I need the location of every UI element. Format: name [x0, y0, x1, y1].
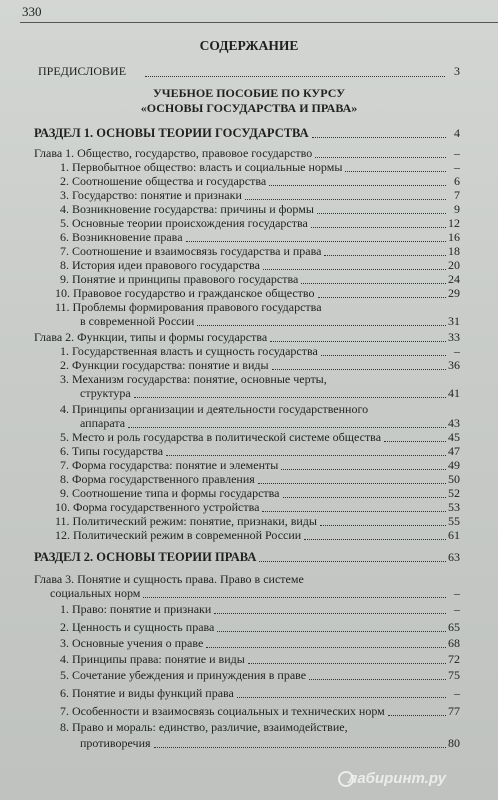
toc-leader-dots: [315, 157, 446, 158]
toc-page-number: 80: [448, 736, 460, 750]
toc-leader-dots: [301, 283, 446, 284]
toc-chapter-title: Глава 3. Понятие и сущность права. Право в системе: [34, 572, 304, 586]
header-rule: [20, 22, 498, 23]
toc-leader-dots: [270, 341, 446, 342]
toc-leader-dots: [321, 355, 446, 356]
toc-page-number: 65: [448, 620, 460, 634]
toc-leader-dots: [262, 511, 446, 512]
toc-entry: 6. Типы государства: [60, 444, 164, 458]
toc-leader-dots: [143, 597, 446, 598]
toc-page-number: 45: [448, 430, 460, 444]
subtitle-line1: УЧЕБНОЕ ПОСОБИЕ ПО КУРСУ: [152, 86, 346, 100]
toc-leader-dots: [214, 613, 446, 614]
toc-page-number: 29: [448, 286, 460, 300]
toc-chapter-title: Глава 1. Общество, государство, правовое государство: [34, 146, 313, 160]
toc-entry: 9. Соотношение типа и формы государства: [60, 486, 280, 500]
preface-page: 3: [454, 64, 460, 78]
toc-page-number: 24: [448, 272, 460, 286]
toc-entry: 10. Форма государственного устройства: [55, 500, 260, 514]
toc-leader-dots: [304, 539, 446, 540]
toc-entry: 6. Понятие и виды функций права: [60, 686, 234, 700]
toc-heading: СОДЕРЖАНИЕ: [199, 38, 299, 53]
toc-page-number: 55: [448, 514, 460, 528]
toc-page-number: 52: [448, 486, 460, 500]
toc-page-number: 68: [448, 636, 460, 650]
toc-entry: социальных норм: [50, 586, 141, 600]
toc-entry: 7. Особенности и взаимосвязь социальных и технических норм: [60, 704, 385, 718]
subtitle-line2: «ОСНОВЫ ГОСУДАРСТВА И ПРАВА»: [140, 101, 358, 115]
toc-entry: 4. Принципы организации и деятельности государственного: [60, 402, 369, 416]
toc-leader-dots: [166, 455, 446, 456]
toc-leader-dots: [384, 441, 446, 442]
toc-page-number: –: [454, 586, 460, 600]
toc-page-number: 61: [448, 528, 460, 542]
toc-leader-dots: [237, 697, 446, 698]
toc-leader-dots: [206, 647, 446, 648]
toc-entry: 11. Политический режим: понятие, признаки, виды: [55, 514, 317, 528]
toc-entry: 7. Соотношение и взаимосвязь государства и права: [60, 244, 322, 258]
page-number: 330: [22, 4, 42, 19]
toc-leader-dots: [272, 369, 446, 370]
toc-leader-dots: [317, 213, 446, 214]
toc-leader-dots: [318, 297, 446, 298]
preface-label: ПРЕДИСЛОВИЕ: [38, 64, 127, 78]
toc-leader-dots: [154, 747, 446, 748]
toc-page-number: –: [454, 344, 460, 358]
toc-leader-dots: [197, 325, 446, 326]
toc-page-number: –: [454, 602, 460, 616]
toc-page-number: 9: [454, 202, 460, 216]
watermark: лабиринт.ру: [348, 770, 446, 787]
toc-entry: 10. Правовое государство и гражданское общество: [55, 286, 315, 300]
toc-page-number: 77: [448, 704, 460, 718]
toc-leader-dots: [259, 561, 446, 562]
toc-page-number: 6: [454, 174, 460, 188]
toc-chapter-title: Глава 2. Функции, типы и формы государства: [34, 330, 268, 344]
toc-leader-dots: [311, 227, 446, 228]
toc-entry: аппарата: [80, 416, 126, 430]
toc-entry: противоречия: [80, 736, 151, 750]
toc-leader-dots: [283, 497, 446, 498]
toc-page-number: 16: [448, 230, 460, 244]
toc-entry: 2. Ценность и сущность права: [60, 620, 215, 634]
toc-page-number: 7: [454, 188, 460, 202]
toc-page-number: 47: [448, 444, 460, 458]
toc-entry: 9. Понятие и принципы правового государства: [60, 272, 299, 286]
toc-page-number: –: [454, 160, 460, 174]
toc-page-number: 43: [448, 416, 460, 430]
toc-section-title: РАЗДЕЛ 2. ОСНОВЫ ТЕОРИИ ПРАВА: [34, 550, 257, 564]
toc-leader-dots: [248, 663, 446, 664]
toc-page-number: 63: [448, 550, 460, 564]
toc-leader-dots: [186, 241, 446, 242]
toc-leader-dots: [388, 715, 446, 716]
toc-entry: 1. Право: понятие и признаки: [60, 602, 212, 616]
toc-page-number: –: [454, 146, 460, 160]
toc-entry: 8. История идеи правового государства: [60, 258, 261, 272]
toc-leader-dots: [320, 525, 446, 526]
toc-page-number: 18: [448, 244, 460, 258]
toc-entry: 4. Принципы права: понятие и виды: [60, 652, 245, 666]
toc-entry: 8. Форма государственного правления: [60, 472, 255, 486]
toc-entry: 3. Основные учения о праве: [60, 636, 204, 650]
toc-entry: 7. Форма государства: понятие и элементы: [60, 458, 279, 472]
toc-page-number: 36: [448, 358, 460, 372]
toc-leader-dots: [128, 427, 446, 428]
toc-section-title: РАЗДЕЛ 1. ОСНОВЫ ТЕОРИИ ГОСУДАРСТВА: [34, 126, 309, 140]
toc-entry: 3. Государство: понятие и признаки: [60, 188, 242, 202]
toc-page-number: 49: [448, 458, 460, 472]
toc-leader-dots: [263, 269, 446, 270]
toc-entry: в современной России: [80, 314, 195, 328]
toc-page-number: –: [454, 686, 460, 700]
preface-leader: [145, 76, 445, 77]
toc-leader-dots: [269, 185, 446, 186]
toc-entry: 6. Возникновение права: [60, 230, 183, 244]
toc-page-number: 72: [448, 652, 460, 666]
toc-page-number: 50: [448, 472, 460, 486]
toc-entry: структура: [80, 386, 131, 400]
toc-entry: 4. Возникновение государства: причины и формы: [60, 202, 314, 216]
toc-leader-dots: [312, 137, 446, 138]
toc-leader-dots: [324, 255, 446, 256]
toc-page-number: 12: [448, 216, 460, 230]
toc-leader-dots: [281, 469, 446, 470]
toc-entry: 2. Функции государства: понятие и виды: [60, 358, 269, 372]
toc-page-number: 4: [454, 126, 460, 140]
toc-leader-dots: [309, 679, 446, 680]
toc-page-number: 41: [448, 386, 460, 400]
toc-leader-dots: [134, 397, 446, 398]
toc-leader-dots: [217, 631, 446, 632]
toc-page-number: 31: [448, 314, 460, 328]
toc-entry: 8. Право и мораль: единство, различие, взаимодействие,: [60, 720, 348, 734]
toc-entry: 1. Первобытное общество: власть и социальные нормы: [60, 160, 343, 174]
toc-entry: 5. Место и роль государства в политической системе общества: [60, 430, 382, 444]
toc-leader-dots: [258, 483, 446, 484]
toc-leader-dots: [245, 199, 446, 200]
toc-entry: 1. Государственная власть и сущность государства: [60, 344, 318, 358]
toc-entry: 5. Основные теории происхождения государства: [60, 216, 308, 230]
toc-page-number: 53: [448, 500, 460, 514]
toc-page-number: 20: [448, 258, 460, 272]
toc-entry: 2. Соотношение общества и государства: [60, 174, 267, 188]
toc-page-number: 75: [448, 668, 460, 682]
toc-entry: 12. Политический режим в современной России: [55, 528, 302, 542]
toc-entry: 3. Механизм государства: понятие, основные черты,: [60, 372, 327, 386]
toc-leader-dots: [345, 171, 446, 172]
toc-entry: 11. Проблемы формирования правового государства: [55, 300, 322, 314]
toc-page-number: 33: [448, 330, 460, 344]
toc-entry: 5. Сочетание убеждения и принуждения в праве: [60, 668, 307, 682]
